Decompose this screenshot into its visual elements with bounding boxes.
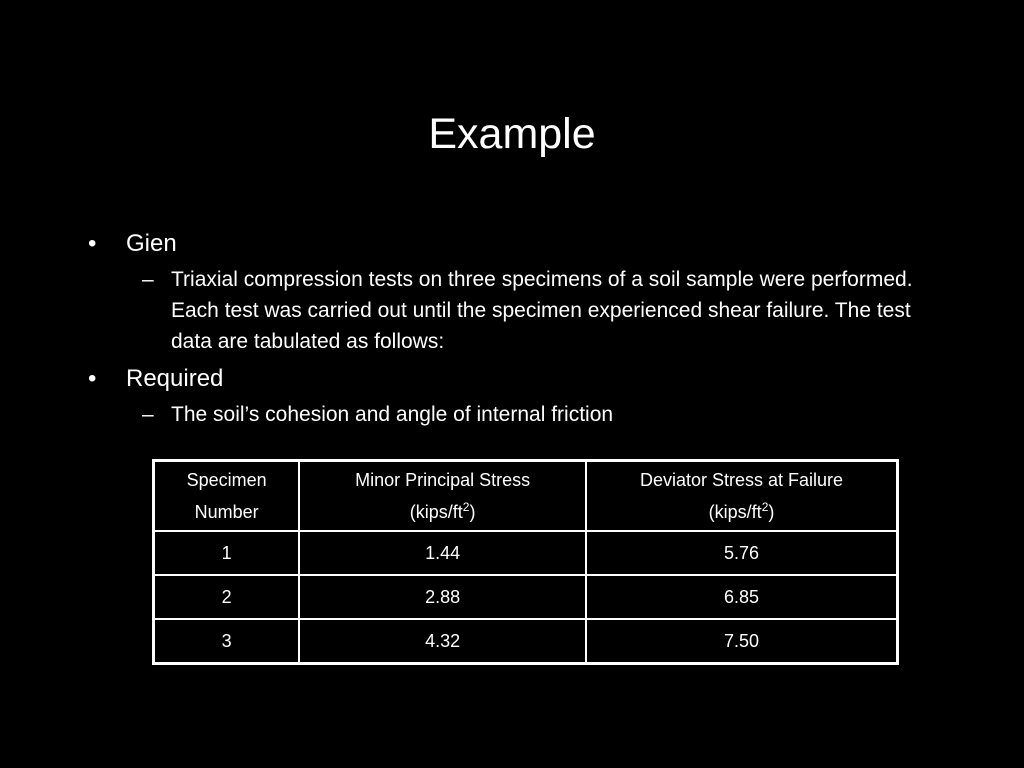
sub-bullet-required — [140, 399, 946, 430]
bullet-given-text: Gien — [126, 230, 177, 257]
table-row — [154, 575, 898, 619]
dash-marker: – — [142, 268, 154, 291]
bullet-marker: • — [88, 230, 97, 257]
slide-title: Example — [428, 110, 596, 158]
header-close-paren: ) — [768, 502, 775, 522]
header-minor-principal-stress — [299, 461, 586, 532]
bullet-list — [86, 228, 946, 436]
sub-bullet-required-text: The soil’s cohesion and angle of internal friction — [171, 403, 614, 426]
header-line2: (kips/ft — [708, 502, 762, 522]
bullet-required-text: Required — [126, 365, 224, 392]
table-header-row — [154, 461, 898, 532]
bullet-required — [86, 363, 946, 395]
cell-deviator-stress: 7.50 — [586, 619, 897, 664]
cell-deviator-stress: 5.76 — [586, 531, 897, 575]
bullet-marker: • — [88, 365, 97, 392]
cell-specimen-number: 1 — [154, 531, 300, 575]
sub-bullet-given — [140, 264, 946, 357]
header-line1: Specimen — [186, 470, 267, 490]
header-line2: (kips/ft — [409, 502, 463, 522]
header-line1: Deviator Stress at Failure — [639, 470, 844, 490]
cell-minor-principal-stress: 2.88 — [299, 575, 586, 619]
header-unit-exponent: 2 — [761, 500, 769, 514]
table-row — [154, 619, 898, 664]
cell-deviator-stress: 6.85 — [586, 575, 897, 619]
header-specimen-number — [154, 461, 300, 532]
cell-minor-principal-stress: 1.44 — [299, 531, 586, 575]
test-data-table — [152, 459, 899, 665]
header-close-paren: ) — [469, 502, 476, 522]
sub-bullet-given-text: Triaxial compression tests on three specimens of a soil sample were performed. Each test was carried out until the specimen experienced shear failure. The test data are tabulated as follows: — [171, 268, 913, 353]
header-line2: Number — [194, 502, 259, 522]
header-deviator-stress — [586, 461, 897, 532]
header-line1: Minor Principal Stress — [355, 470, 531, 490]
dash-marker: – — [142, 403, 154, 426]
cell-minor-principal-stress: 4.32 — [299, 619, 586, 664]
header-unit-exponent: 2 — [462, 500, 470, 514]
table-row — [154, 531, 898, 575]
cell-specimen-number: 3 — [154, 619, 300, 664]
bullet-given — [86, 228, 946, 260]
cell-specimen-number: 2 — [154, 575, 300, 619]
